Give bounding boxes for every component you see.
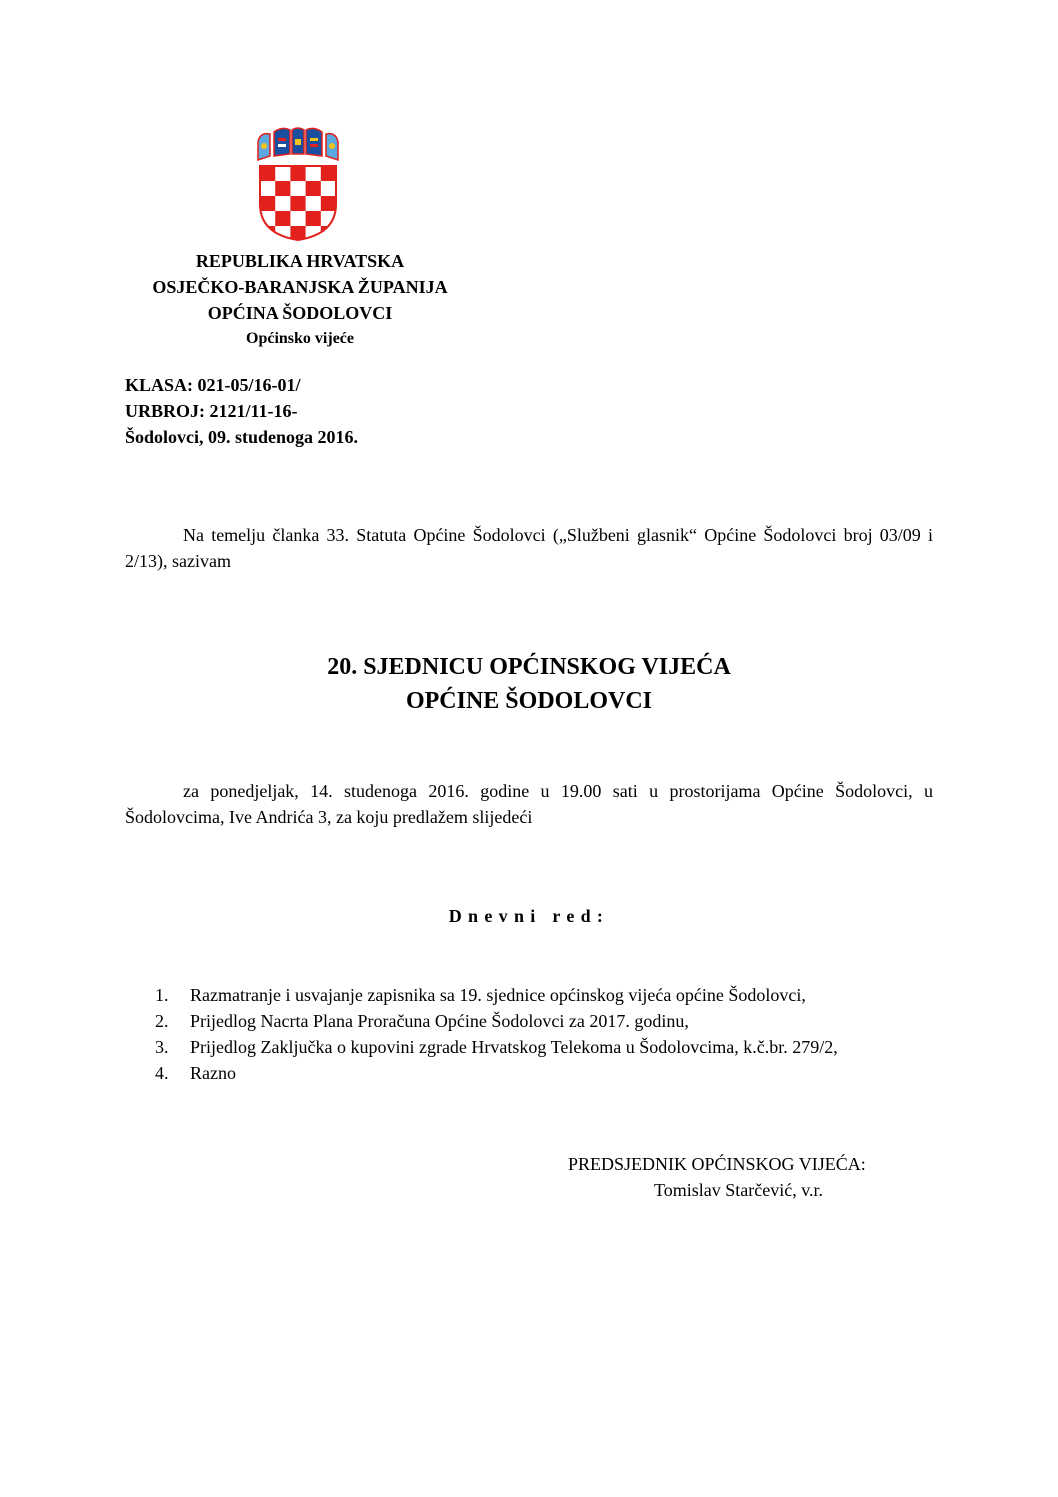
coat-of-arms-emblem: [252, 126, 344, 242]
header-republic: REPUBLIKA HRVATSKA: [195, 251, 405, 271]
header-municipality: OPĆINA ŠODOLOVCI: [207, 303, 393, 323]
header-council: Općinsko vijeće: [246, 330, 354, 347]
agenda-item-number: 4.: [155, 1063, 169, 1083]
agenda-heading: Dnevni red:: [448, 906, 610, 926]
signature-role: PREDSJEDNIK OPĆINSKOG VIJEĆA:: [568, 1154, 866, 1174]
document-references: [125, 372, 358, 450]
intro-text: Na temelju članka 33. Statuta Općine Šodolovci („Službeni glasnik“ Općine Šodolovci broj 03/09 i 2/13), sazivam: [125, 525, 933, 571]
signature-name: Tomislav Starčević, v.r.: [654, 1180, 824, 1200]
urbroj-line: URBROJ: 2121/11-16-: [125, 401, 298, 421]
agenda-item-number: 1.: [155, 985, 169, 1005]
meeting-text: za ponedjeljak, 14. studenoga 2016. godine u 19.00 sati u prostorijama Općine Šodolovci, u Šodolovcima, Ive Andrića 3, za koju predlažem slijedeći: [125, 781, 933, 827]
agenda-item-number: 3.: [155, 1037, 169, 1057]
agenda-item-text: Razno: [190, 1063, 236, 1083]
session-title-line1: 20. SJEDNICU OPĆINSKOG VIJEĆA: [327, 654, 731, 680]
agenda-item: [155, 982, 933, 1008]
crown-icon: [258, 128, 338, 160]
agenda-list: [155, 982, 933, 1086]
klasa-line: KLASA: 021-05/16-01/: [125, 375, 301, 395]
agenda-item: [155, 1034, 933, 1060]
document-header: [110, 248, 490, 352]
agenda-item-text: Prijedlog Nacrta Plana Proračuna Općine Šodolovci za 2017. godinu,: [190, 1011, 689, 1031]
signature-block: [568, 1151, 866, 1203]
intro-paragraph: [125, 522, 933, 574]
place-date-line: Šodolovci, 09. studenoga 2016.: [125, 427, 359, 447]
agenda-item-number: 2.: [155, 1011, 169, 1031]
header-county: OSJEČKO-BARANJSKA ŽUPANIJA: [152, 277, 448, 297]
agenda-item: [155, 1008, 933, 1034]
agenda-item-text: Razmatranje i usvajanje zapisnika sa 19. sjednice općinskog vijeća općine Šodolovci,: [190, 985, 806, 1005]
agenda-item: [155, 1060, 933, 1086]
agenda-item-text: Prijedlog Zaključka o kupovini zgrade Hrvatskog Telekoma u Šodolovcima, k.č.br. 279/2,: [190, 1037, 838, 1057]
session-title-line2: OPĆINE ŠODOLOVCI: [405, 688, 653, 714]
meeting-paragraph: [125, 778, 933, 830]
session-title: [125, 650, 933, 718]
